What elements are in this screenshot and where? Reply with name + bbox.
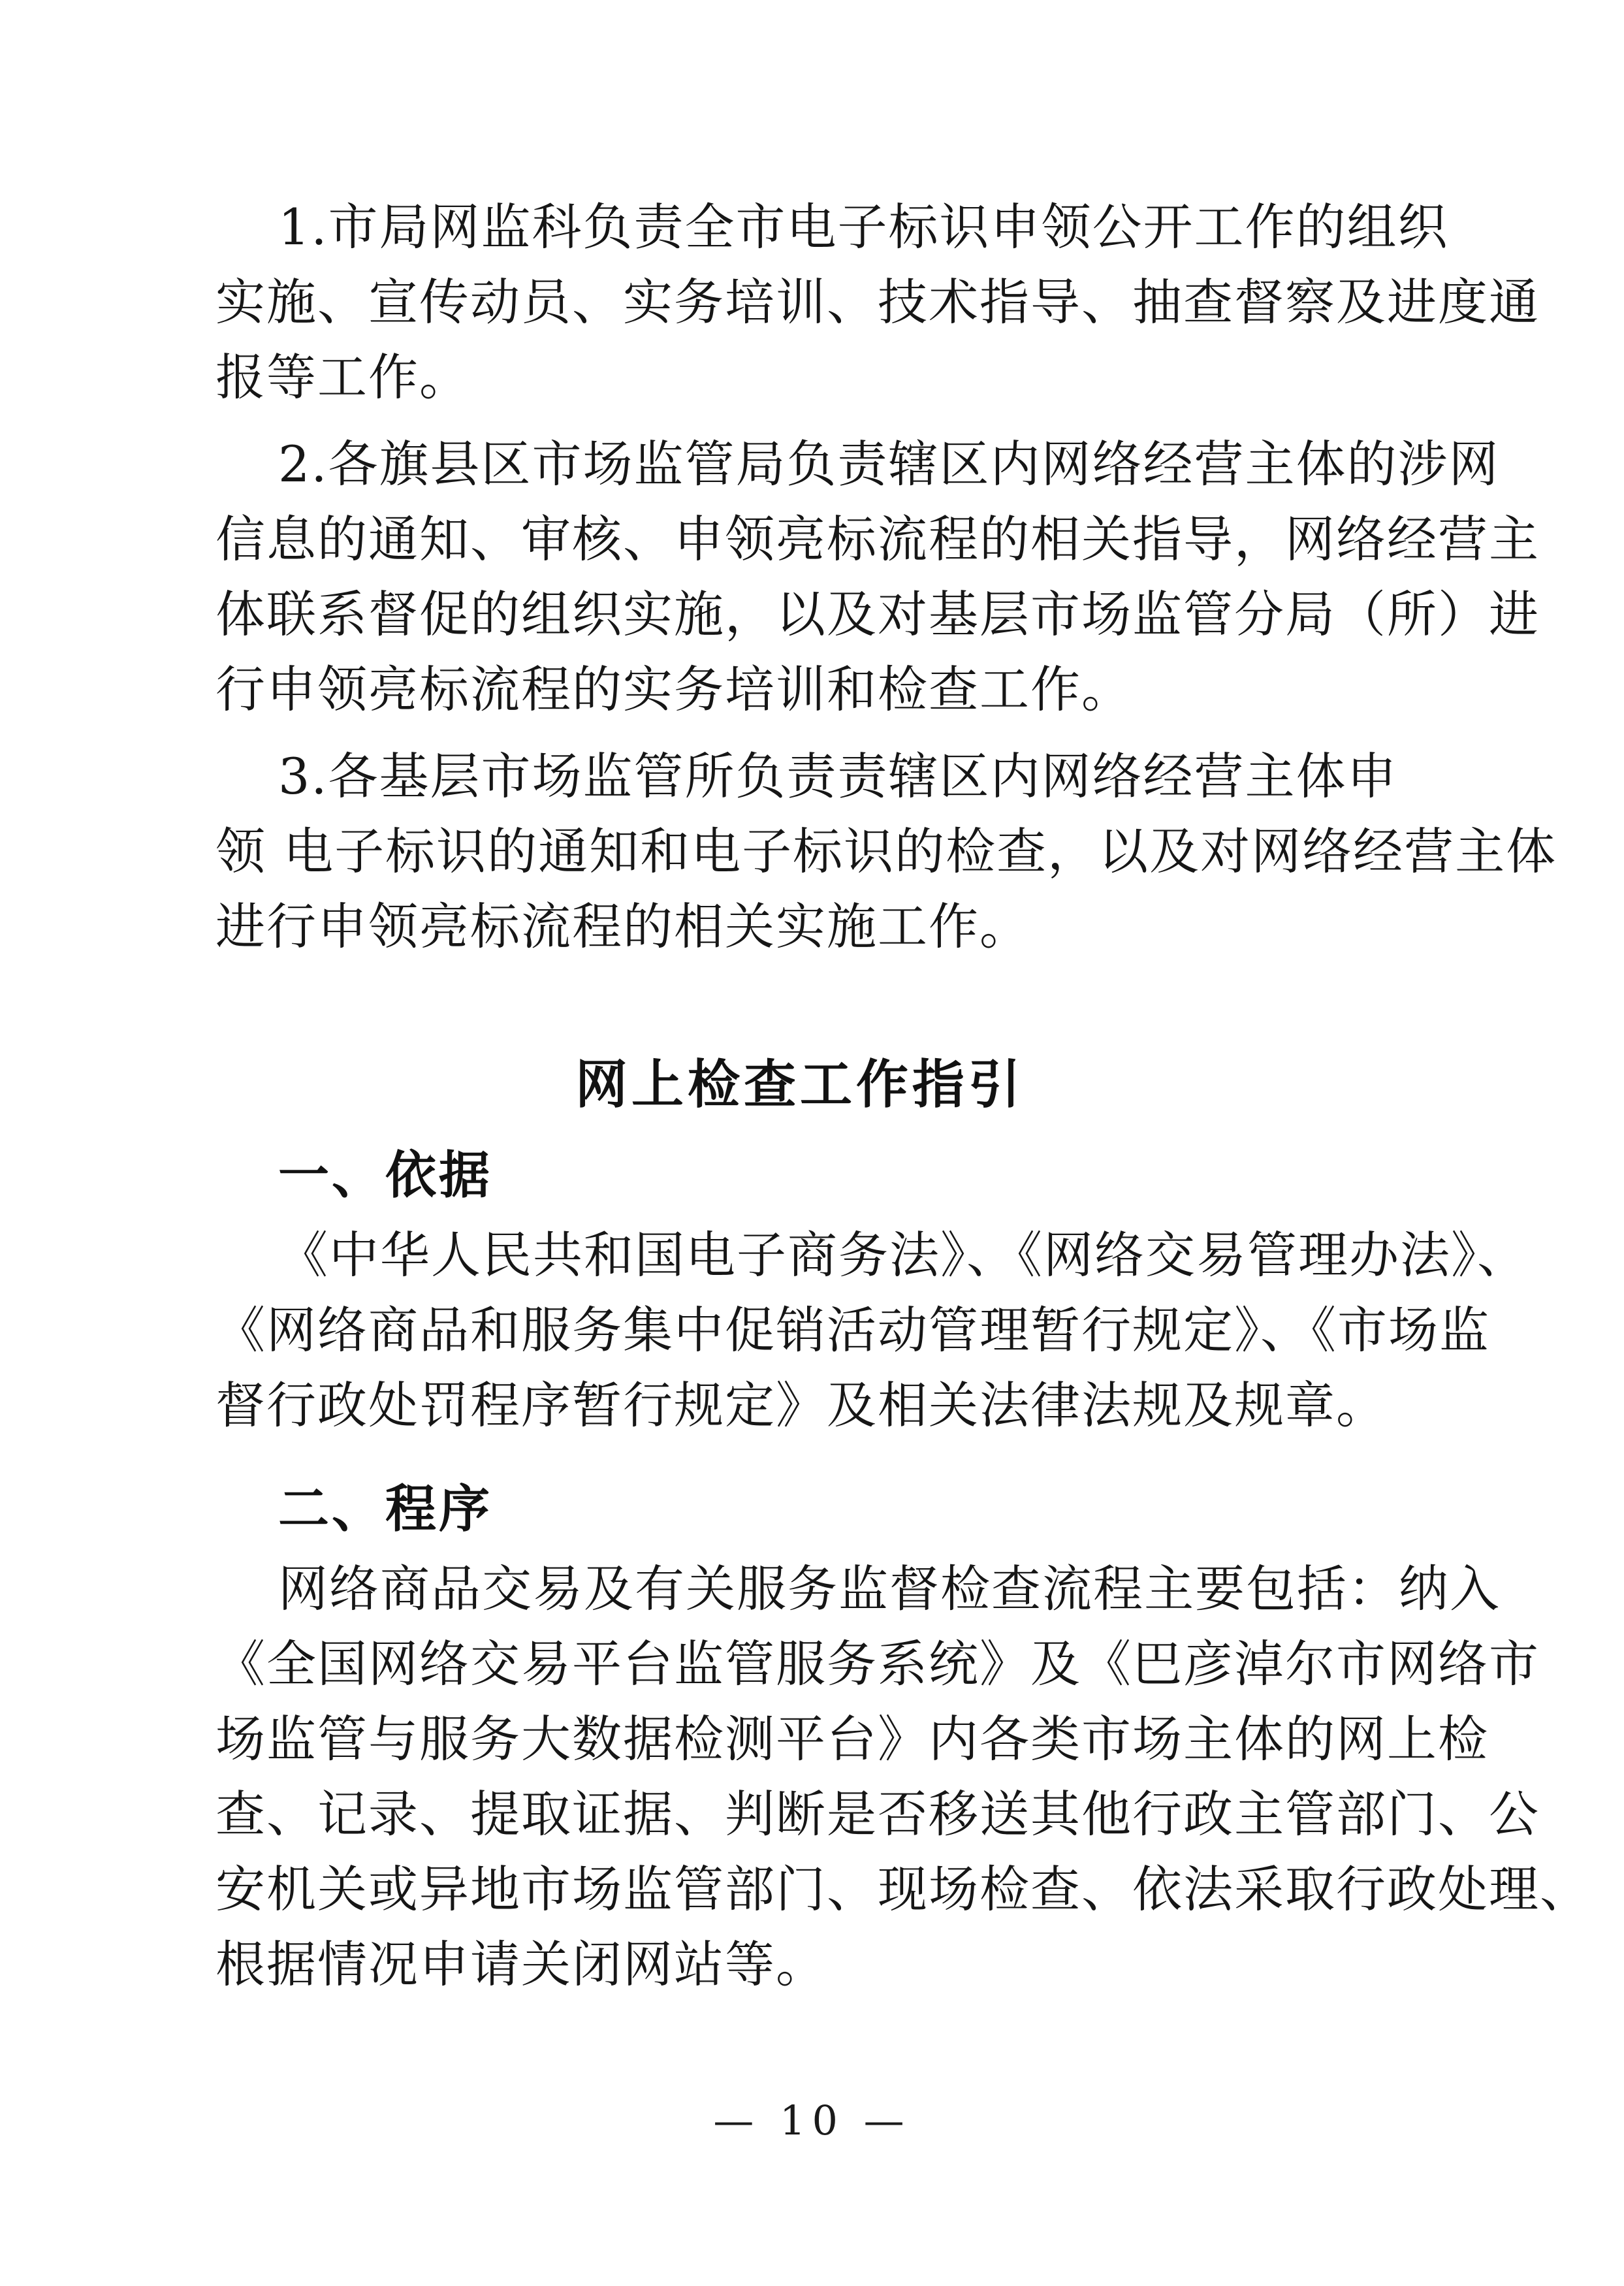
paragraph-line: 查、记录、提取证据、判断是否移送其他行政主管部门、公 [215, 1785, 1540, 1843]
section-heading-yiju: 一、依据 [278, 1146, 493, 1205]
paragraph-line: 实施、宣传动员、实务培训、技术指导、抽查督察及进度通 [215, 273, 1540, 331]
paragraph-line: 进行申领亮标流程的相关实施工作。 [215, 897, 1030, 956]
section-heading-chengxu: 二、程序 [278, 1479, 493, 1539]
paragraph-line: 报等工作。 [215, 348, 470, 406]
section-body-yiju [215, 1217, 1528, 1443]
paragraph-line: 《中华人民共和国电子商务法》、《网络交易管理办法》、 [278, 1226, 1528, 1284]
page-title: 网上检查工作指引 [575, 1054, 1025, 1115]
paragraph-line: 网络商品交易及有关服务监督检查流程主要包括：纳入 [278, 1560, 1501, 1618]
section-body-chengxu [215, 1551, 1591, 2002]
document-body [215, 189, 1591, 2008]
paragraph-line: 领 电子标识的通知和电子标识的检查，以及对网络经营主体 [215, 822, 1557, 880]
paragraph-line: 《全国网络交易平台监管服务系统》及《巴彦淖尔市网络市 [215, 1635, 1540, 1693]
paragraph-line: 3.各基层市场监管所负责责辖区内网络经营主体申 [278, 747, 1398, 805]
paragraph-item-3 [215, 739, 1557, 964]
paragraph-line: 行申领亮标流程的实务培训和检查工作。 [215, 660, 1132, 718]
paragraph-line: 根据情况申请关闭网站等。 [215, 1935, 827, 1993]
paragraph-item-1 [215, 189, 1540, 415]
page-number: — 10 — [713, 2097, 911, 2144]
paragraph-line: 安机关或异地市场监管部门、现场检查、依法采取行政处理、 [215, 1860, 1591, 1918]
paragraph-line: 体联系督促的组织实施，以及对基层市场监管分局（所）进 [215, 585, 1540, 643]
section-spacer [215, 1449, 1384, 1464]
paragraph-item-2 [215, 427, 1540, 727]
paragraph-line: 信息的通知、审核、申领亮标流程的相关指导，网络经营主 [215, 510, 1540, 568]
paragraph-line: 1.市局网监科负责全市电子标识申领公开工作的组织 [278, 198, 1449, 256]
paragraph-line: 督行政处罚程序暂行规定》及相关法律法规及规章。 [215, 1376, 1387, 1434]
paragraph-line: 2.各旗县区市场监管局负责辖区内网络经营主体的涉网 [278, 435, 1500, 493]
paragraph-line: 场监管与服务大数据检测平台》内各类市场主体的网上检 [215, 1710, 1489, 1768]
paragraph-line: 《网络商品和服务集中促销活动管理暂行规定》、《市场监 [215, 1301, 1490, 1359]
